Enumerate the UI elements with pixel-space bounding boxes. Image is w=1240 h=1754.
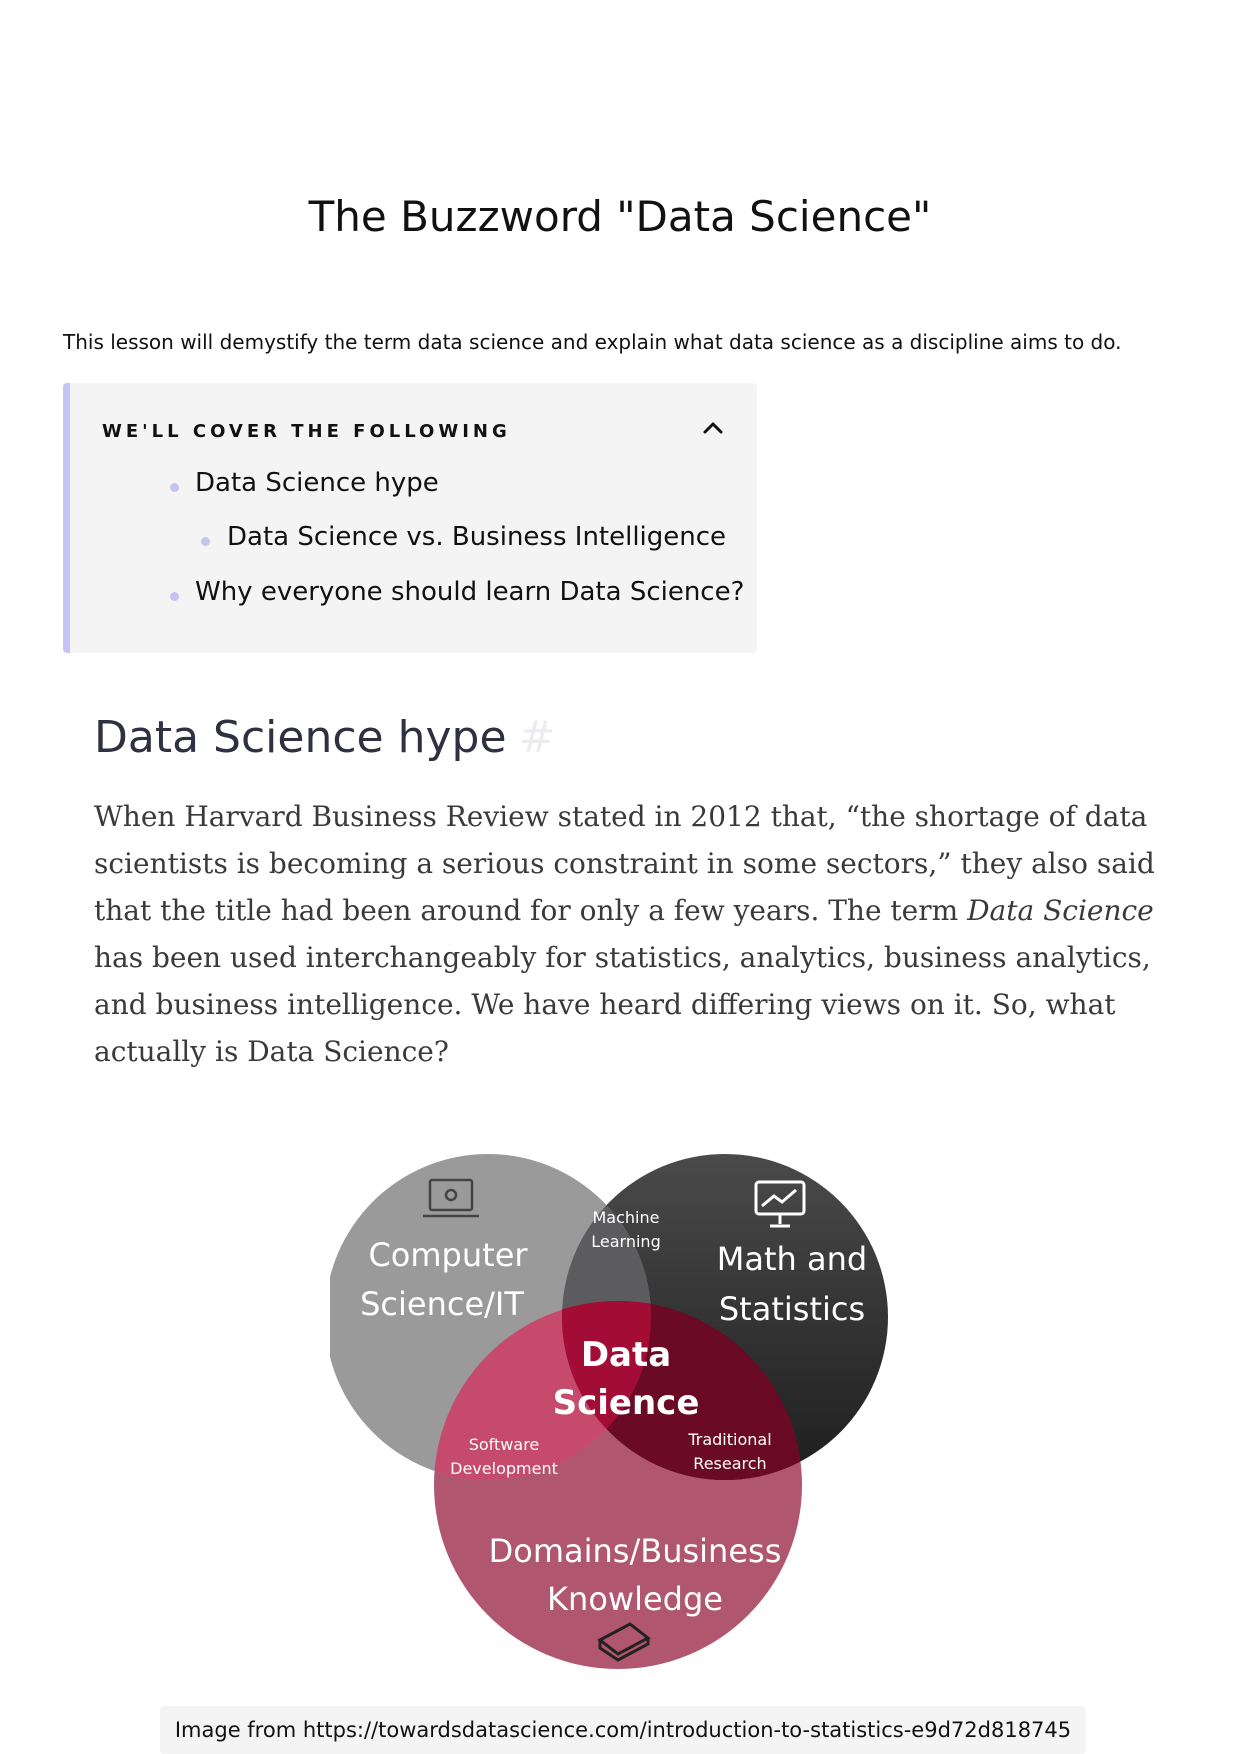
image-caption: Image from https://towardsdatascience.com/introduction-to-statistics-e9d72d818745 xyxy=(160,1706,1086,1754)
venn-label-ml: Machine xyxy=(592,1208,660,1227)
venn-label-tr: Research xyxy=(693,1454,767,1473)
venn-label-ml: Learning xyxy=(591,1232,661,1251)
section-heading-text: Data Science hype xyxy=(94,712,507,763)
venn-label-center: Data xyxy=(580,1335,672,1375)
venn-label-sd: Development xyxy=(450,1459,558,1478)
page-title: The Buzzword "Data Science" xyxy=(308,192,932,241)
toc-heading: WE'LL COVER THE FOLLOWING xyxy=(102,421,511,442)
venn-label-domain: Knowledge xyxy=(547,1580,723,1618)
toc-bullet-icon xyxy=(170,592,179,601)
paragraph-text: When Harvard Business Review stated in 2012 that, “the shortage of data scientists is becoming a serious constraint in some sectors,” they also said that the title had been around for only a few years. The term xyxy=(94,800,1155,927)
toc-item-why-learn[interactable]: Why everyone should learn Data Science? xyxy=(195,577,745,607)
collapse-toggle-button[interactable] xyxy=(698,413,728,443)
toc-bullet-icon xyxy=(201,537,210,546)
chevron-up-icon xyxy=(698,413,728,443)
venn-label-cs: Science/IT xyxy=(360,1285,524,1323)
toc-panel xyxy=(63,383,757,653)
paragraph-text: has been used interchangeably for statistics, analytics, business analytics, and business intelligence. We have heard differing views on it. So, what actually is Data Science? xyxy=(94,941,1151,1068)
venn-label-center: Science xyxy=(552,1383,700,1423)
venn-diagram xyxy=(330,1120,930,1700)
paragraph-emphasis: Data Science xyxy=(967,894,1154,927)
heading-anchor-link[interactable]: # xyxy=(518,712,556,763)
venn-label-sd: Software xyxy=(468,1435,540,1454)
toc-item-data-science-hype[interactable]: Data Science hype xyxy=(195,468,439,498)
lesson-intro: This lesson will demystify the term data science and explain what data science as a discipline aims to do. xyxy=(63,330,1122,354)
venn-label-math: Statistics xyxy=(718,1290,866,1328)
venn-label-domain: Domains/Business xyxy=(488,1532,782,1570)
section-paragraph xyxy=(94,793,1174,1075)
venn-label-math: Math and xyxy=(716,1240,868,1278)
venn-label-tr: Traditional xyxy=(688,1430,772,1449)
section-heading xyxy=(94,712,555,763)
toc-bullet-icon xyxy=(170,483,179,492)
toc-item-ds-vs-bi[interactable]: Data Science vs. Business Intelligence xyxy=(227,522,727,552)
venn-label-cs: Computer xyxy=(368,1236,528,1274)
